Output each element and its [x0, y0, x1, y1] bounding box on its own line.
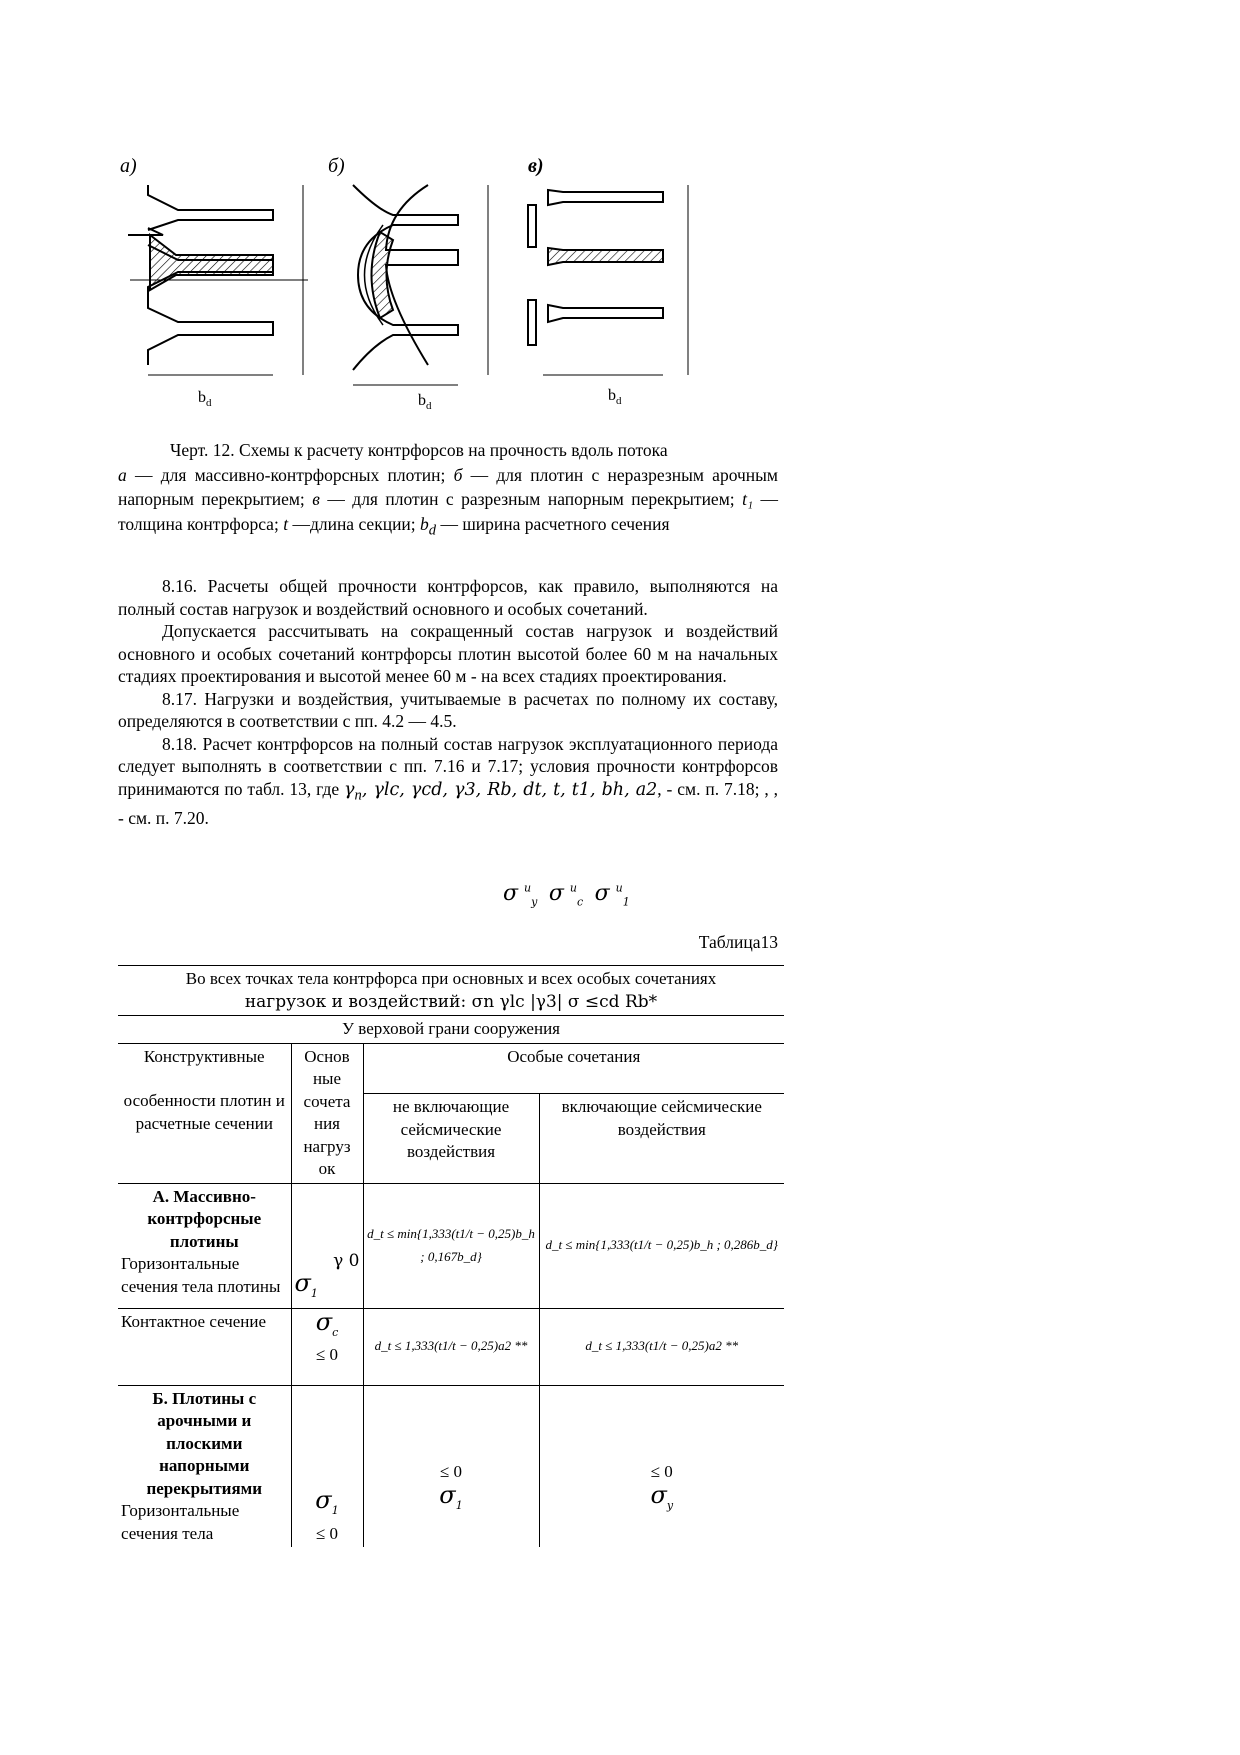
panel-b-bd: $b_d$	[418, 392, 432, 410]
figure-caption	[118, 438, 778, 543]
table-col-header-row	[118, 1043, 784, 1094]
table-section-row	[118, 1016, 784, 1044]
col-design-features: Конструктивные особенности плотин и расчетные сечении	[118, 1043, 291, 1183]
table-header: Во всех точках тела контрфорса при основных и всех особых сочетаниях нагрузок и воздействий: σn γlc |γ3| σ ≤cd Rb*	[118, 966, 784, 1016]
body-text	[118, 575, 778, 829]
caption-body: а — для массивно-контрфорсных плотин; б — для плотин с неразрезным арочным напорным перекрытием; в — для плотин с разрезным напорным перекрытием; t₁ — толщина контрфорса; t —длина секции; $b_d$ — ширина расчетного сечения	[118, 464, 779, 538]
row-a-title-cell: А. Массивно-контрфорсные плотины Горизонтальные сечения тела плотины	[118, 1183, 291, 1308]
paragraph-8-17: 8.17. Нагрузки и воздействия, учитываемые в расчетах по полному их составу, определяются в соответствии с пп. 4.2 — 4.5.	[118, 688, 778, 731]
sigma-c: σ $^u_c$	[548, 881, 584, 909]
table-number: Таблица13	[698, 932, 778, 952]
panel-a-bd: $b_d$	[198, 389, 212, 409]
col-main-combinations: Основ ные сочета ния нагруз ок	[291, 1043, 363, 1183]
figure-buttress-schemes	[118, 140, 773, 410]
row-b-title-cell: Б. Плотины с арочными и плоскими напорными перекрытиями Горизонтальные сечения тела	[118, 1385, 291, 1547]
row-a-formula-nonseismic: d_t ≤ min{1,333(t1/t − 0,25)b_h ; 0,167b_d}	[363, 1183, 539, 1308]
sigma-symbols	[503, 880, 636, 908]
table-header-row	[118, 966, 784, 1016]
caption-title: Черт. 12. Схемы к расчету контрфорсов на прочность вдоль потока	[170, 440, 668, 460]
panel-b-label: б)	[328, 155, 345, 177]
row-a-formula-seismic: d_t ≤ min{1,333(t1/t − 0,25)b_h ; 0,286b_d}	[539, 1183, 784, 1308]
table-row-a1	[118, 1183, 784, 1308]
row-b-nonseismic: ≤ 0 $\sigma_1$	[363, 1385, 539, 1547]
row-b-seismic: ≤ 0 $\sigma_y$	[539, 1385, 784, 1547]
panel-a-label: а)	[120, 155, 137, 177]
row-a2-main: $\sigma_c$ ≤ 0	[291, 1308, 363, 1385]
table-row-b	[118, 1385, 784, 1547]
sigma-y: σ $^u_y$	[503, 881, 538, 909]
row-a2-title: Контактное сечение	[118, 1308, 291, 1385]
col-special-combinations: Особые сочетания	[363, 1043, 784, 1094]
table-row-a2	[118, 1308, 784, 1385]
row-b-main: $\sigma_1$ ≤ 0	[291, 1385, 363, 1547]
row-a-main: γ 0 $\sigma_1$	[291, 1183, 363, 1308]
panel-c-bd: $b_d$	[608, 387, 622, 407]
table-13	[118, 965, 784, 1547]
paragraph-8-16: 8.16. Расчеты общей прочности контрфорсов, как правило, выполняются на полный состав нагрузок и воздействий основного и особых сочетаний.	[118, 576, 778, 619]
sigma-1: σ $^u_1$	[594, 881, 630, 909]
table-section: У верховой грани сооружения	[118, 1016, 784, 1044]
paragraph-8-16-note: Допускается рассчитывать на сокращенный состав нагрузок и воздействий основного и особых сочетаний контрфорсы плотин высотой более 60 м на начальных стадиях проектирования и высотой менее 60 м - на всех стадиях проектирования.	[118, 621, 778, 686]
row-a2-formula-nonseismic: d_t ≤ 1,333(t1/t − 0,25)a2 **	[363, 1308, 539, 1385]
col-non-seismic: не включающие сейсмические воздействия	[363, 1094, 539, 1183]
paragraph-8-18: 8.18. Расчет контрфорсов на полный состав нагрузок эксплуатационного периода следует выполнять в соответствии с пп. 7.16 и 7.17; условия прочности контрфорсов принимаются по табл. 13, где $\gamma_n$, γlc, γcd, γ3, Rb, dt, t, t1, bh, a2, - см. п. 7.18; , , - см. п. 7.20.	[118, 733, 778, 828]
col-seismic: включающие сейсмические воздействия	[539, 1094, 784, 1183]
panel-c-label: в)	[528, 155, 544, 177]
row-a2-formula-seismic: d_t ≤ 1,333(t1/t − 0,25)a2 **	[539, 1308, 784, 1385]
